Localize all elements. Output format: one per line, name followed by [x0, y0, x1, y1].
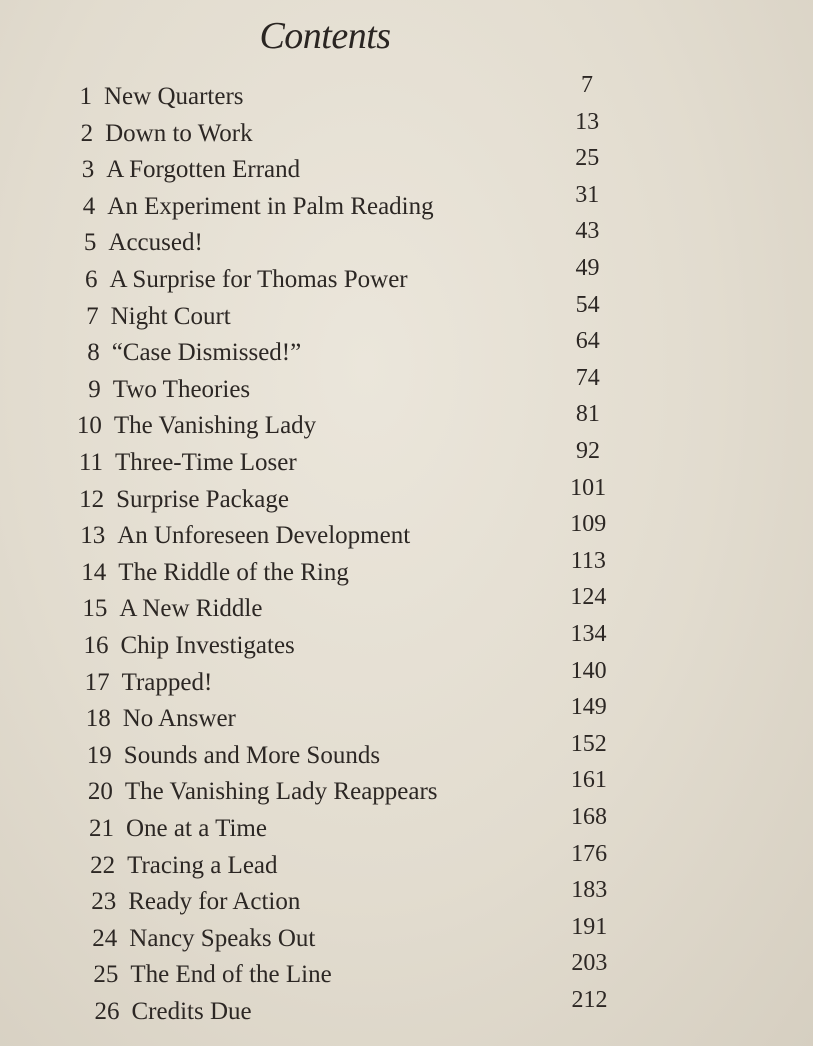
- chapter-number: 25: [93, 961, 119, 989]
- toc-entry: [72, 263, 408, 297]
- chapter-title: Surprise Package: [116, 485, 289, 513]
- toc-entry: [70, 226, 202, 260]
- chapter-page-number: 7: [581, 72, 593, 98]
- chapter-page-number: 168: [571, 804, 607, 830]
- toc-entry: [83, 629, 295, 663]
- toc-entry: [88, 812, 267, 846]
- chapter-page-number: 81: [575, 401, 600, 428]
- chapter-page-number: 92: [576, 438, 600, 464]
- chapter-title: An Unforeseen Development: [117, 522, 411, 550]
- chapter-page-number: 124: [570, 584, 607, 611]
- chapter-number: 9: [88, 375, 101, 403]
- chapter-number: 15: [82, 595, 108, 623]
- chapter-title: A New Riddle: [119, 595, 263, 623]
- chapter-number: 17: [84, 668, 110, 696]
- chapter-number: 24: [92, 924, 118, 952]
- chapter-number: 26: [94, 998, 120, 1025]
- toc-entry: [76, 409, 316, 443]
- chapter-number: 1: [79, 83, 92, 110]
- chapter-title: Nancy Speaks Out: [129, 924, 316, 952]
- chapter-title: Tracing a Lead: [127, 851, 278, 879]
- chapter-title: Down to Work: [105, 119, 253, 147]
- toc-entry: [75, 373, 250, 407]
- chapter-title: An Experiment in Palm Reading: [107, 192, 434, 220]
- chapter-number: 18: [85, 705, 111, 733]
- chapter-number: 23: [91, 888, 117, 916]
- chapter-page-number: 101: [570, 474, 607, 501]
- chapter-page-number: 203: [571, 950, 608, 977]
- chapter-title: A Forgotten Errand: [106, 156, 301, 184]
- chapter-page-number: 13: [575, 108, 600, 135]
- chapter-page-number: 25: [575, 145, 600, 172]
- toc-entry: [84, 666, 213, 700]
- chapter-page-number: 74: [575, 364, 600, 391]
- chapter-title: The End of the Line: [130, 961, 332, 989]
- chapter-number: 5: [83, 229, 97, 257]
- chapter-page-number: 64: [575, 328, 600, 355]
- chapter-page-number: 54: [575, 291, 600, 318]
- toc-entry: [80, 556, 349, 590]
- toc-entry: [85, 702, 236, 736]
- chapter-title: Chip Investigates: [120, 632, 295, 659]
- toc-entry: [92, 958, 331, 992]
- chapter-number: 22: [90, 851, 116, 879]
- chapter-number: 4: [82, 192, 96, 220]
- toc-entry: [94, 995, 252, 1029]
- chapter-number: 3: [81, 156, 95, 184]
- chapter-title: New Quarters: [104, 83, 244, 110]
- chapter-number: 16: [83, 632, 109, 659]
- chapter-number: 10: [76, 412, 102, 440]
- chapter-number: 19: [86, 741, 112, 769]
- chapter-page-number: 183: [571, 877, 608, 904]
- chapter-page-number: 49: [575, 255, 600, 281]
- chapter-number: 7: [86, 302, 99, 330]
- chapter-title: One at a Time: [126, 815, 267, 842]
- chapter-title: Three-Time Loser: [115, 449, 297, 476]
- chapter-page-number: 191: [571, 913, 608, 940]
- chapter-page-number: 43: [575, 218, 600, 245]
- chapter-page-number: 113: [570, 547, 606, 574]
- chapter-page-number: 149: [570, 694, 607, 721]
- toc-entry: [86, 739, 380, 773]
- chapter-title: Ready for Action: [128, 888, 301, 916]
- toc-entry: [89, 849, 277, 883]
- toc-entry: [81, 592, 262, 626]
- toc-entry: [77, 446, 297, 480]
- toc-entry: [66, 80, 244, 114]
- chapter-page-number: 109: [570, 511, 607, 538]
- chapter-page-number: 134: [570, 621, 607, 647]
- chapter-page-number: 176: [571, 840, 608, 867]
- toc-entry: [68, 153, 300, 187]
- chapter-title: Night Court: [110, 302, 231, 330]
- chapter-title: The Vanishing Lady Reappears: [124, 778, 438, 806]
- toc-entry: [91, 922, 315, 956]
- page-title: Contents: [259, 15, 391, 57]
- toc-entry: [69, 190, 433, 224]
- toc-entry: [73, 300, 231, 334]
- toc-entry: [74, 336, 302, 370]
- chapter-page-number: 152: [570, 730, 607, 757]
- chapter-title: A Surprise for Thomas Power: [109, 266, 408, 293]
- chapter-title: The Riddle of the Ring: [118, 558, 349, 586]
- toc-entry: [87, 775, 438, 809]
- chapter-page-number: 212: [571, 987, 608, 1013]
- chapter-number: 8: [87, 339, 100, 367]
- chapter-title: Accused!: [108, 229, 203, 257]
- chapter-title: “Case Dismissed!”: [111, 339, 302, 367]
- chapter-title: Sounds and More Sounds: [123, 741, 381, 769]
- chapter-number: 12: [79, 485, 105, 513]
- toc-entry: [79, 519, 410, 553]
- chapter-number: 13: [80, 522, 106, 550]
- chapter-page-number: 140: [570, 657, 607, 684]
- chapter-title: Two Theories: [112, 375, 251, 403]
- toc-entry: [67, 117, 253, 151]
- chapter-number: 20: [87, 778, 113, 806]
- chapter-number: 14: [81, 558, 107, 586]
- toc-entry: [78, 483, 289, 517]
- chapter-page-number: 31: [575, 181, 600, 208]
- chapter-page-number: 161: [570, 767, 607, 794]
- chapter-title: No Answer: [122, 705, 236, 733]
- chapter-number: 6: [85, 266, 98, 293]
- chapter-number: 2: [80, 119, 94, 147]
- chapter-title: Credits Due: [131, 998, 252, 1025]
- toc-entry: [90, 885, 300, 919]
- chapter-number: 11: [78, 449, 103, 476]
- chapter-title: Trapped!: [121, 668, 213, 696]
- chapter-number: 21: [89, 815, 114, 842]
- chapter-title: The Vanishing Lady: [113, 412, 317, 440]
